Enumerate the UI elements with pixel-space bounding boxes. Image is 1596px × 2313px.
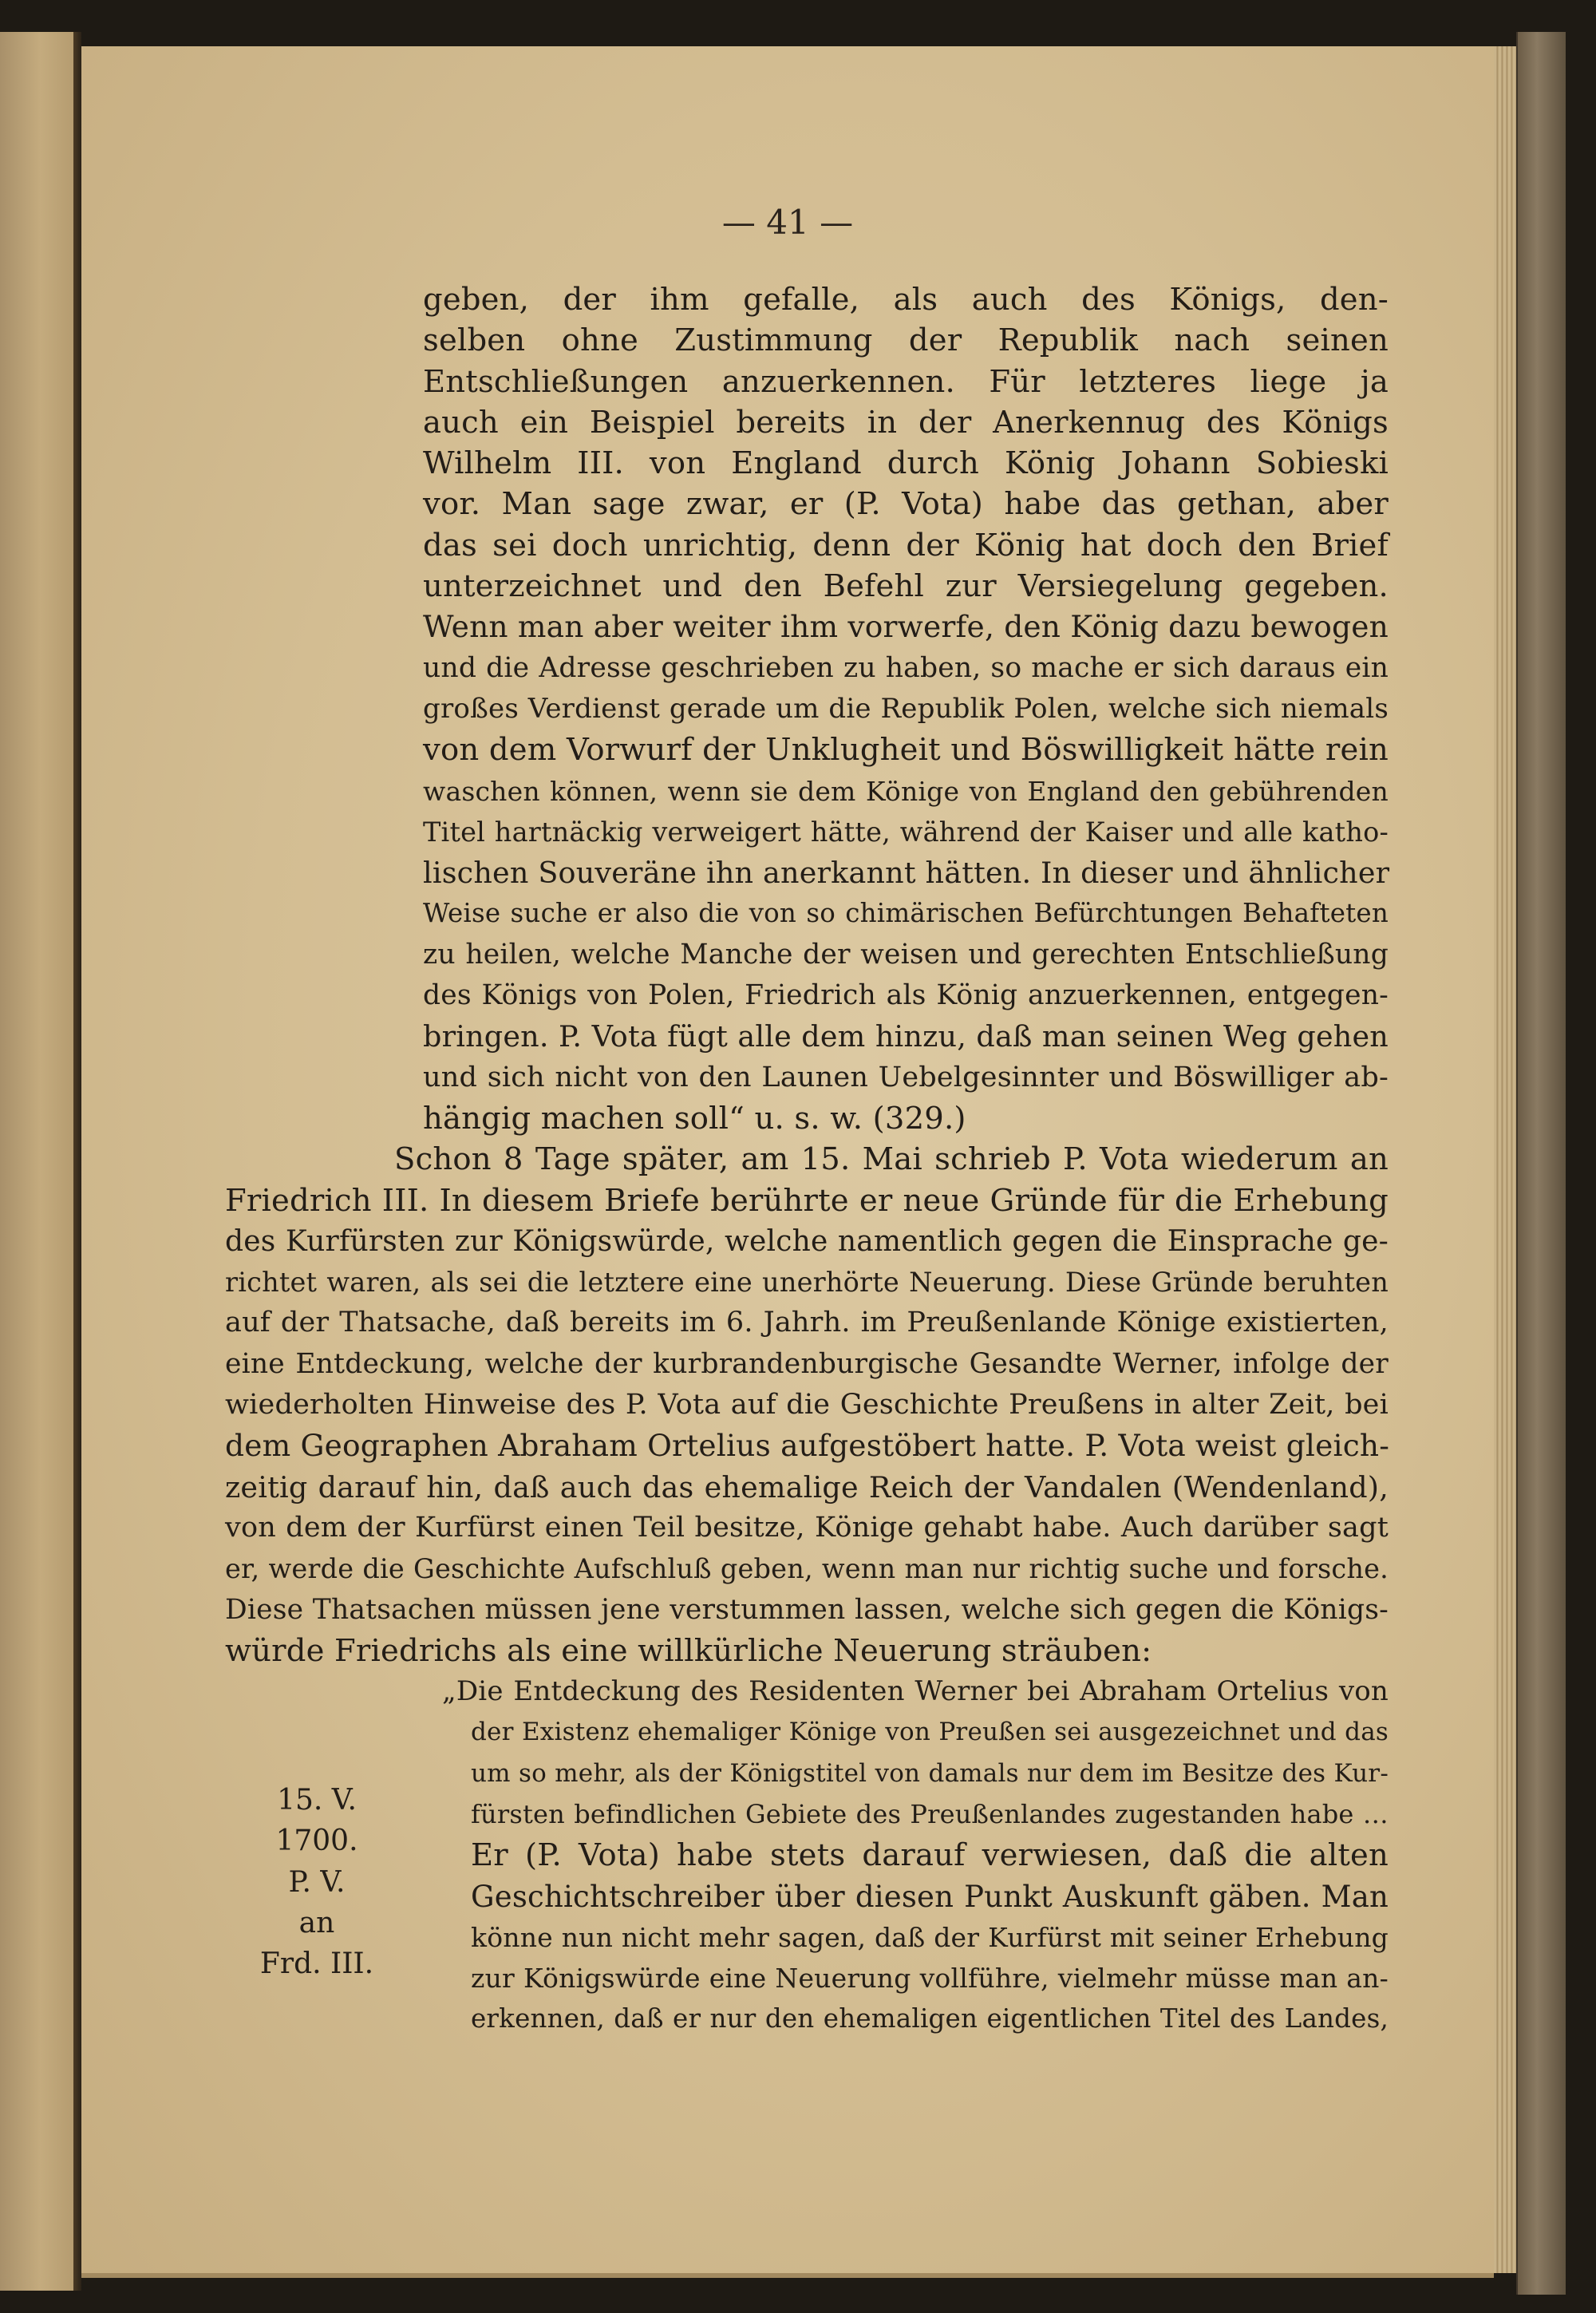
book-cover-edge [1516, 32, 1566, 2295]
body-text [225, 279, 1389, 2040]
text-line: großes Verdienst gerade um die Republik Polen, welche sich niemals [423, 692, 1389, 725]
text-line: er, werde die Geschichte Aufschluß geben, wenn man nur richtig suche und forsche. [225, 1553, 1389, 1585]
text-line: das sei doch unrichtig, denn der König hat doch den Brief [423, 527, 1389, 563]
text-line: hängig machen soll“ u. s. w. (329.) [423, 1100, 966, 1137]
quote-line: erkennen, daß er nur den ehemaligen eigentlichen Titel des Landes, [471, 2003, 1389, 2034]
text-line: zeitig darauf hin, daß auch das ehemalige Reich der Vandalen (Wendenland), [225, 1469, 1389, 1504]
text-line: eine Entdeckung, welche der kurbrandenburgische Gesandte Werner, infolge der [225, 1347, 1389, 1380]
text-line: und sich nicht von den Launen Uebelgesinnter und Böswilliger ab- [423, 1061, 1389, 1093]
text-line: bringen. P. Vota fügt alle dem hinzu, daß man seinen Weg gehen [423, 1019, 1389, 1054]
text-line: Wenn man aber weiter ihm vorwerfe, den König dazu bewogen [423, 609, 1389, 645]
text-line: Diese Thatsachen müssen jene verstummen lassen, welche sich gegen die Königs- [225, 1593, 1389, 1626]
text-line: lischen Souveräne ihn anerkannt hätten. In dieser und ähnlicher [423, 856, 1390, 891]
quote-line: fürsten befindlichen Gebiete des Preußenlandes zugestanden habe … [471, 1798, 1389, 1829]
quote-line: um so mehr, als der Königstitel von damals nur dem im Besitze des Kur- [471, 1758, 1389, 1788]
text-line: selben ohne Zustimmung der Republik nach seinen [423, 322, 1389, 359]
text-line: von dem der Kurfürst einen Teil besitze, Könige gehabt habe. Auch darüber sagt [225, 1511, 1389, 1544]
text-line: des Kurfürsten zur Königswürde, welche namentlich gegen die Einsprache ge- [225, 1224, 1389, 1258]
text-line: Titel hartnäckig verweigert hätte, während der Kaiser und alle katho- [423, 816, 1389, 848]
book-page [81, 46, 1494, 2278]
text-line: Entschließungen anzuerkennen. Für letzteres liege ja [423, 363, 1389, 400]
quote-line: könne nun nicht mehr sagen, daß der Kurfürst mit seiner Erhebung [471, 1921, 1389, 1953]
text-line: auch ein Beispiel bereits in der Anerkennug des Königs [423, 404, 1389, 441]
text-line: wiederholten Hinweise des P. Vota auf die Geschichte Preußens in alter Zeit, bei [225, 1389, 1389, 1421]
text-line: des Königs von Polen, Friedrich als König anzuerkennen, entgegen- [423, 979, 1389, 1012]
margin-note: Frd. III. [259, 1947, 374, 1980]
text-line: auf der Thatsache, daß bereits im 6. Jahrh. im Preußenlande Könige existierten, [225, 1307, 1389, 1339]
text-line: vor. Man sage zwar, er (P. Vota) habe das gethan, aber [423, 486, 1389, 523]
text-line: waschen können, wenn sie dem Könige von England den gebührenden [423, 775, 1389, 807]
text-line: zu heilen, welche Manche der weisen und gerechten Entschließung [423, 938, 1389, 971]
quote-line: Geschichtschreiber über diesen Punkt Auskunft gäben. Man [471, 1879, 1389, 1914]
quote-line: Er (P. Vota) habe stets darauf verwiesen, daß die alten [471, 1837, 1389, 1874]
text-line: Weise suche er also die von so chimärischen Befürchtungen Behafteten [423, 898, 1389, 929]
margin-note: 15. V. [277, 1784, 357, 1817]
text-line: würde Friedrichs als eine willkürliche Neuerung sträuben: [225, 1632, 1152, 1669]
margin-note: P. V. [288, 1866, 346, 1899]
quote-line: zur Königswürde eine Neuerung vollführe, vielmehr müsse man an- [471, 1963, 1389, 1995]
text-line: geben, der ihm gefalle, als auch des Königs, den- [423, 282, 1389, 318]
text-line: Schon 8 Tage später, am 15. Mai schrieb P. Vota wiederum an [394, 1141, 1389, 1178]
quote-line: der Existenz ehemaliger Könige von Preußen sei ausgezeichnet und das [471, 1718, 1389, 1747]
margin-note: an [298, 1907, 335, 1939]
text-line: richtet waren, als sei die letztere eine unerhörte Neuerung. Diese Gründe beruhten [225, 1267, 1389, 1299]
text-line: Friedrich III. In diesem Briefe berührte er neue Gründe für die Erhebung [225, 1182, 1389, 1219]
text-line: dem Geographen Abraham Ortelius aufgestöbert hatte. P. Vota weist gleich- [225, 1428, 1390, 1464]
page-stack-edge [1494, 46, 1516, 2273]
quote-line: „Die Entdeckung des Residenten Werner bei Abraham Ortelius von [442, 1675, 1389, 1708]
book-gutter [73, 32, 81, 2291]
text-line: unterzeichnet und den Befehl zur Versiegelung gegeben. [423, 568, 1389, 605]
text-line: Wilhelm III. von England durch König Johann Sobieski [423, 445, 1389, 482]
margin-note: 1700. [275, 1825, 358, 1857]
left-page-edge [0, 32, 76, 2291]
text-line: von dem Vorwurf der Unklugheit und Böswilligkeit hätte rein [423, 732, 1389, 769]
text-line: und die Adresse geschrieben zu haben, so mache er sich daraus ein [423, 651, 1389, 684]
page-number: — 41 — [721, 203, 854, 242]
